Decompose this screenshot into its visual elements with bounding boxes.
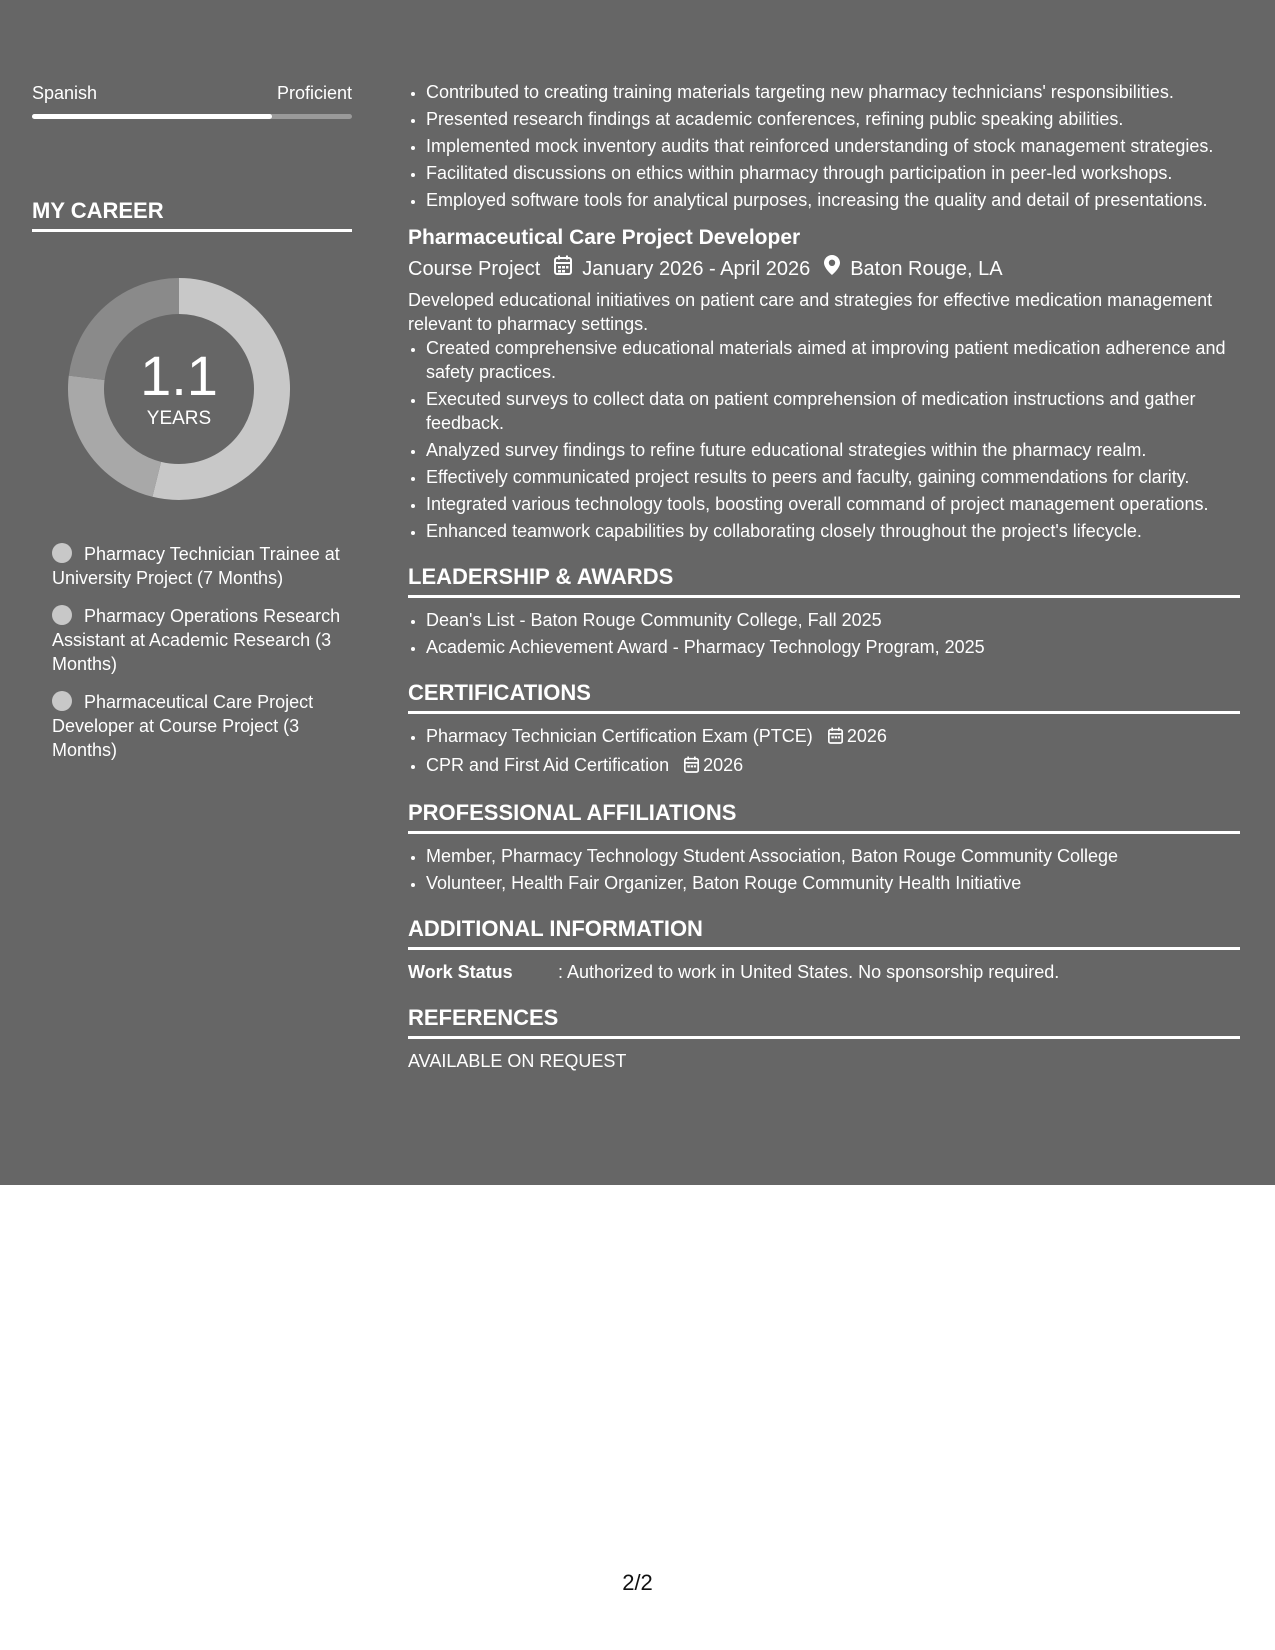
job-title: Pharmaceutical Care Project Developer — [408, 226, 801, 249]
list-item: • Employed software tools for analytical purposes, increasing the quality and detail of presentations. — [426, 188, 1240, 212]
list-item: • Analyzed survey findings to refine future educational strategies within the pharmacy realm. — [426, 438, 1240, 462]
career-item — [52, 542, 352, 590]
career-heading: MY CAREER — [32, 197, 352, 232]
list-item: • Contributed to creating training materials targeting new pharmacy technicians' responsibilities. — [426, 80, 1240, 104]
job-meta — [408, 254, 1240, 284]
career-item-label: Pharmaceutical Care Project Developer at Course Project (3 Months) — [52, 692, 314, 760]
bullet-dot-icon — [52, 691, 72, 711]
calendar-icon — [828, 726, 843, 750]
work-status-value: : Authorized to work in United States. No sponsorship required. — [558, 962, 1060, 982]
job-location: Baton Rouge, LA — [850, 258, 1003, 280]
list-item: • Presented research findings at academic conferences, refining public speaking abilities. — [426, 107, 1240, 131]
affiliations-list — [408, 844, 1240, 895]
calendar-icon — [554, 254, 572, 284]
map-pin-icon — [824, 254, 840, 284]
career-total-value: 1.1 — [140, 344, 218, 407]
list-item: • Dean's List - Baton Rouge Community College, Fall 2025 — [426, 608, 1240, 632]
calendar-icon — [684, 755, 699, 779]
list-item: • Created comprehensive educational materials aimed at improving patient medication adherence and safety practices. — [426, 336, 1240, 384]
certification-name: Pharmacy Technician Certification Exam (PTCE) — [426, 726, 813, 746]
bullet-dot-icon — [52, 543, 72, 563]
additional-info-heading: ADDITIONAL INFORMATION — [408, 915, 1240, 950]
job-description: Developed educational initiatives on patient care and strategies for effective medication management relevant to pharmacy settings. — [408, 290, 1213, 334]
list-item — [426, 724, 1240, 750]
list-item: • Member, Pharmacy Technology Student Association, Baton Rouge Community College — [426, 844, 1240, 868]
language-name: Spanish — [32, 83, 98, 103]
bullet-dot-icon — [52, 605, 72, 625]
work-status-row — [408, 960, 1240, 984]
list-item: • Integrated various technology tools, boosting overall command of project management operations. — [426, 492, 1240, 516]
job-organization: Course Project — [408, 258, 541, 280]
certification-year: 2026 — [846, 726, 887, 746]
language-proficiency-fill — [32, 114, 272, 119]
affiliations-heading: PROFESSIONAL AFFILIATIONS — [408, 799, 1240, 834]
list-item: • Volunteer, Health Fair Organizer, Baton Rouge Community Health Initiative — [426, 871, 1240, 895]
career-timeline — [52, 542, 352, 762]
page-number: 2/2 — [622, 1570, 653, 1595]
list-item: • Executed surveys to collect data on patient comprehension of medication instructions and gather feedback. — [426, 387, 1240, 435]
list-item — [426, 753, 1240, 779]
career-donut-chart — [64, 274, 294, 504]
leadership-heading: LEADERSHIP & AWARDS — [408, 563, 1240, 598]
work-status-label: Work Status — [408, 962, 513, 982]
certifications-list — [408, 724, 1240, 779]
career-item — [52, 604, 352, 676]
career-item-label: Pharmacy Operations Research Assistant at Academic Research (3 Months) — [52, 606, 341, 674]
list-item: • Implemented mock inventory audits that reinforced understanding of stock management strategies. — [426, 134, 1240, 158]
main-content — [408, 80, 1240, 1073]
language-level: Proficient — [276, 83, 352, 103]
language-row — [32, 80, 352, 106]
language-proficiency-bar — [32, 114, 352, 119]
certifications-heading: CERTIFICATIONS — [408, 679, 1240, 714]
career-item-label: Pharmacy Technician Trainee at University Project (7 Months) — [52, 544, 340, 588]
job-dates: January 2026 - April 2026 — [582, 258, 811, 280]
sidebar — [32, 80, 352, 776]
references-heading: REFERENCES — [408, 1004, 1240, 1039]
career-item — [52, 690, 352, 762]
career-total-unit: YEARS — [146, 408, 212, 429]
certification-name: CPR and First Aid Certification — [426, 755, 670, 775]
leadership-list — [408, 608, 1240, 659]
references-text: AVAILABLE ON REQUEST — [408, 1051, 627, 1071]
certification-year: 2026 — [703, 755, 744, 775]
list-item: • Academic Achievement Award - Pharmacy Technology Program, 2025 — [426, 635, 1240, 659]
list-item: • Enhanced teamwork capabilities by collaborating closely throughout the project's lifecycle. — [426, 519, 1240, 543]
job-bullets — [408, 336, 1240, 543]
list-item: • Effectively communicated project results to peers and faculty, gaining commendations for clarity. — [426, 465, 1240, 489]
list-item: • Facilitated discussions on ethics within pharmacy through participation in peer-led workshops. — [426, 161, 1240, 185]
previous-job-bullets — [408, 80, 1240, 212]
